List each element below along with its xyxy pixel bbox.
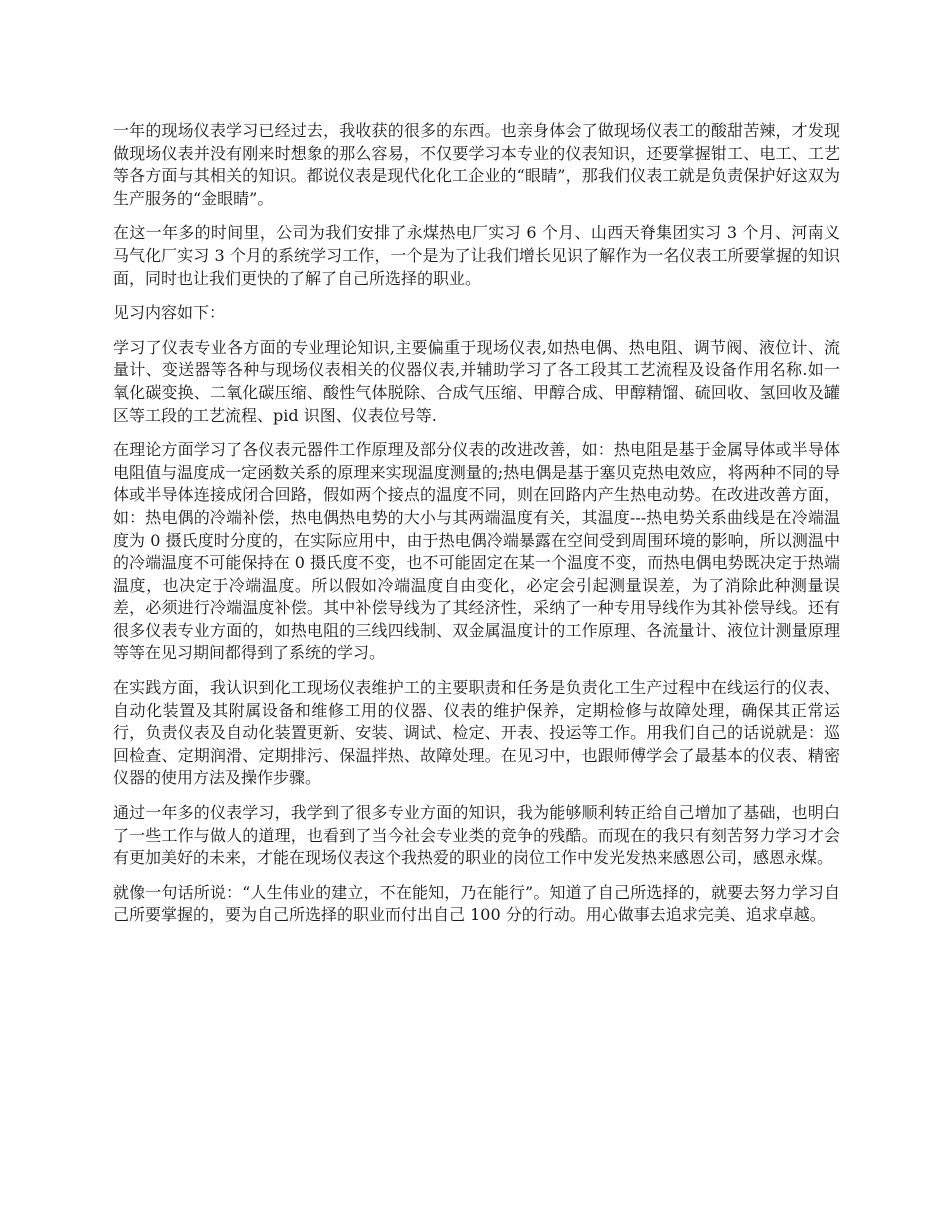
paragraph-content-heading: 见习内容如下： bbox=[113, 303, 226, 323]
paragraph-intro: 一年的现场仪表学习已经过去，我收获的很多的东西。也亲身体会了做现场仪表工的酸甜苦辣，才发现做现场仪表并没有刚来时想象的那么容易，不仅要学习本专业的仪表知识，还要掌握钳工、电工、工艺等各方面与其相关的知识。都说仪表是现代化化工企业的“眼睛”，那我们仪表工就是负责保护好这双为生产服务的“金眼睛”。 bbox=[113, 121, 840, 208]
paragraph-practice: 在实践方面，我认识到化工现场仪表维护工的主要职责和任务是负责化工生产过程中在线运行的仪表、自动化装置及其附属设备和维修工用的仪器、仪表的维护保养，定期检修与故障处理，确保其正常运行，负责仪表及自动化装置更新、安装、调试、检定、开表、投运等工作。用我们自己的话说就是：巡回检查、定期润滑、定期排污、保温拌热、故障处理。在见习中，也跟师傅学会了最基本的仪表、精密仪器的使用方法及操作步骤。 bbox=[113, 678, 840, 788]
paragraph-theory: 在理论方面学习了各仪表元器件工作原理及部分仪表的改进改善，如：热电阻是基于金属导体或半导体电阻值与温度成一定函数关系的原理来实现温度测量的;热电偶是基于塞贝克热电效应，将两种不同的导体或半导体连接成闭合回路，假如两个接点的温度不同，则在回路内产生热电动势。在改进改善方面，如：热电偶的冷端补偿，热电偶热电势的大小与其两端温度有关，其温度---热电势关系曲线是在冷端温度为 0 摄氏度时分度的，在实际应用中，由于热电偶冷端暴露在空间受到周围环境的影响，所以测温中的冷端温度不可能保持在 0 摄氏度不变，也不可能固定在某一个温度不变，而热电偶电势既决定于热端温度，也决定于冷端温度。所以假如冷端温度自由变化，必定会引起测量误差，为了消除此种测量误差，必须进行冷端温度补偿。其中补偿导线为了其经济性，采纳了一种专用导线作为其补偿导线。还有很多仪表专业方面的，如热电阻的三线四线制、双金属温度计的工作原理、各流量计、液位计测量原理等等在见习期间都得到了系统的学习。 bbox=[113, 440, 840, 663]
paragraph-conclusion: 就像一句话所说：“人生伟业的建立，不在能知，乃在能行”。知道了自己所选择的，就要去努力学习自己所要掌握的，要为自己所选择的职业而付出自己 100 分的行动。用心做事去追求完美、追求卓越。 bbox=[113, 882, 840, 925]
document-body bbox=[113, 120, 840, 939]
paragraph-reflection: 通过一年多的仪表学习，我学到了很多专业方面的知识，我为能够顺利转正给自己增加了基础，也明白了一些工作与做人的道理，也看到了当今社会专业类的竞争的残酷。而现在的我只有刻苦努力学习才会有更加美好的未来，才能在现场仪表这个我热爱的职业的岗位工作中发光发热来感恩公司，感恩永煤。 bbox=[113, 803, 840, 868]
paragraph-schedule: 在这一年多的时间里，公司为我们安排了永煤热电厂实习 6 个月、山西天脊集团实习 3 个月、河南义马气化厂实习 3 个月的系统学习工作，一个是为了让我们增长见识了解作为一名仪表工所要掌握的知识面，同时也让我们更快的了解了自己所选择的职业。 bbox=[113, 223, 840, 288]
paragraph-professional-knowledge: 学习了仪表专业各方面的专业理论知识,主要偏重于现场仪表,如热电偶、热电阻、调节阀、液位计、流量计、变送器等各种与现场仪表相关的仪器仪表,并辅助学习了各工段其工艺流程及设备作用名称.如一氧化碳变换、二氧化碳压缩、酸性气体脱除、合成气压缩、甲醇合成、甲醇精馏、硫回收、氢回收及罐区等工段的工艺流程、pid 识图、仪表位号等. bbox=[113, 337, 840, 425]
